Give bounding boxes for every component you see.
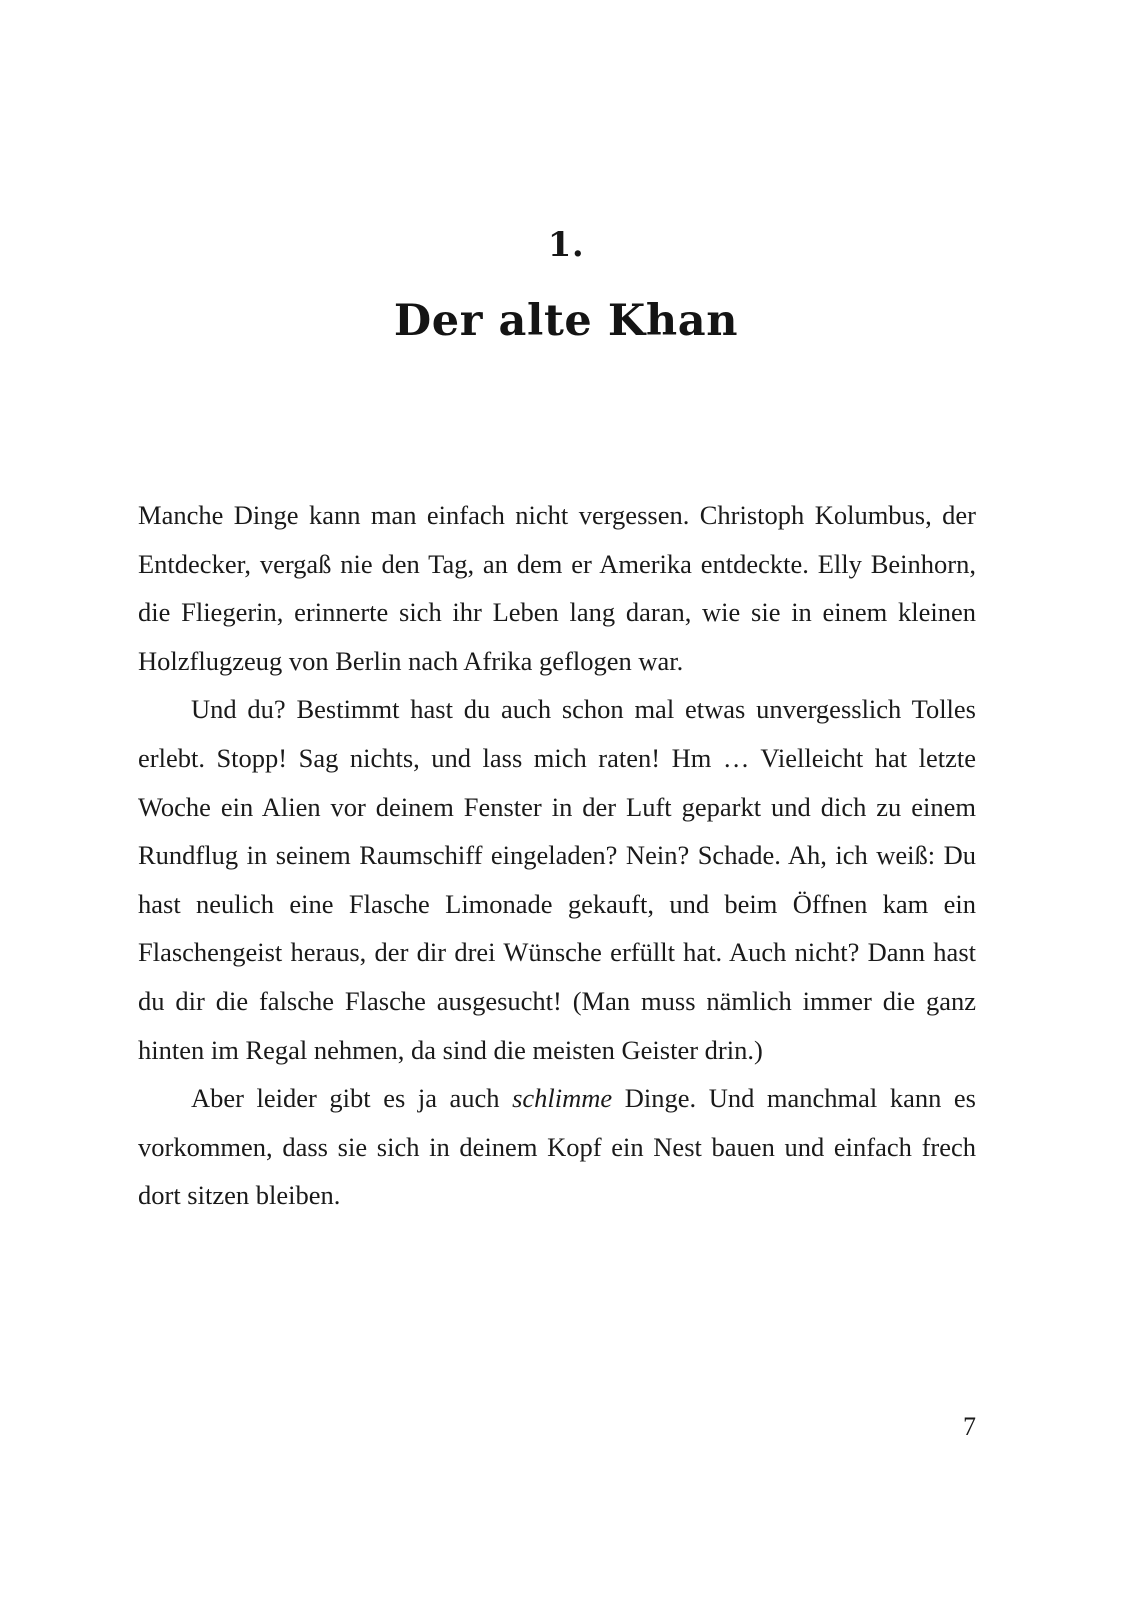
paragraph-2: Und du? Bestimmt hast du auch schon mal etwas unvergesslich Tolles erlebt. Stopp! Sag nichts, und lass mich raten! Hm … Vielleicht hat letzte Woche ein Alien vor deinem Fenster in der Luft geparkt und dich zu einem Rundflug in seinem Raumschiff eingeladen? Nein? Schade. Ah, ich weiß: Du hast neulich eine Flasche Limonade gekauft, und beim Öffnen kam ein Flaschengeist heraus, der dir drei Wünsche erfüllt hat. Auch nicht? Dann hast du dir die falsche Flasche ausgesucht! (Man muss nämlich immer die ganz hinten im Regal nehmen, da sind die meisten Geister drin.)	[138, 694, 976, 1065]
paragraph-3	[138, 1074, 976, 1220]
paragraph-3-tail: Dinge. Und manchmal kann es vorkommen, dass sie sich in deinem Kopf ein Nest bauen und einfach frech dort sitzen bleiben.	[138, 1083, 976, 1211]
chapter-number: 1.	[547, 225, 585, 265]
paragraph-1: Manche Dinge kann man einfach nicht vergessen. Christoph Kolumbus, der Entdecker, vergaß nie den Tag, an dem er Amerika entdeckte. Elly Beinhorn, die Fliegerin, erinnerte sich ihr Leben lang daran, wie sie in einem kleinen Holzflugzeug von Berlin nach Afrika geflogen war.	[138, 500, 976, 676]
paragraph-3-emphasis: schlimme	[512, 1083, 613, 1114]
chapter-header	[0, 225, 1132, 346]
paragraph-3-lead: Aber leider gibt es ja auch	[191, 1083, 513, 1114]
page-number: 7	[963, 1412, 976, 1441]
chapter-title: Der alte Khan	[393, 296, 739, 346]
body-text-block	[138, 491, 976, 1220]
